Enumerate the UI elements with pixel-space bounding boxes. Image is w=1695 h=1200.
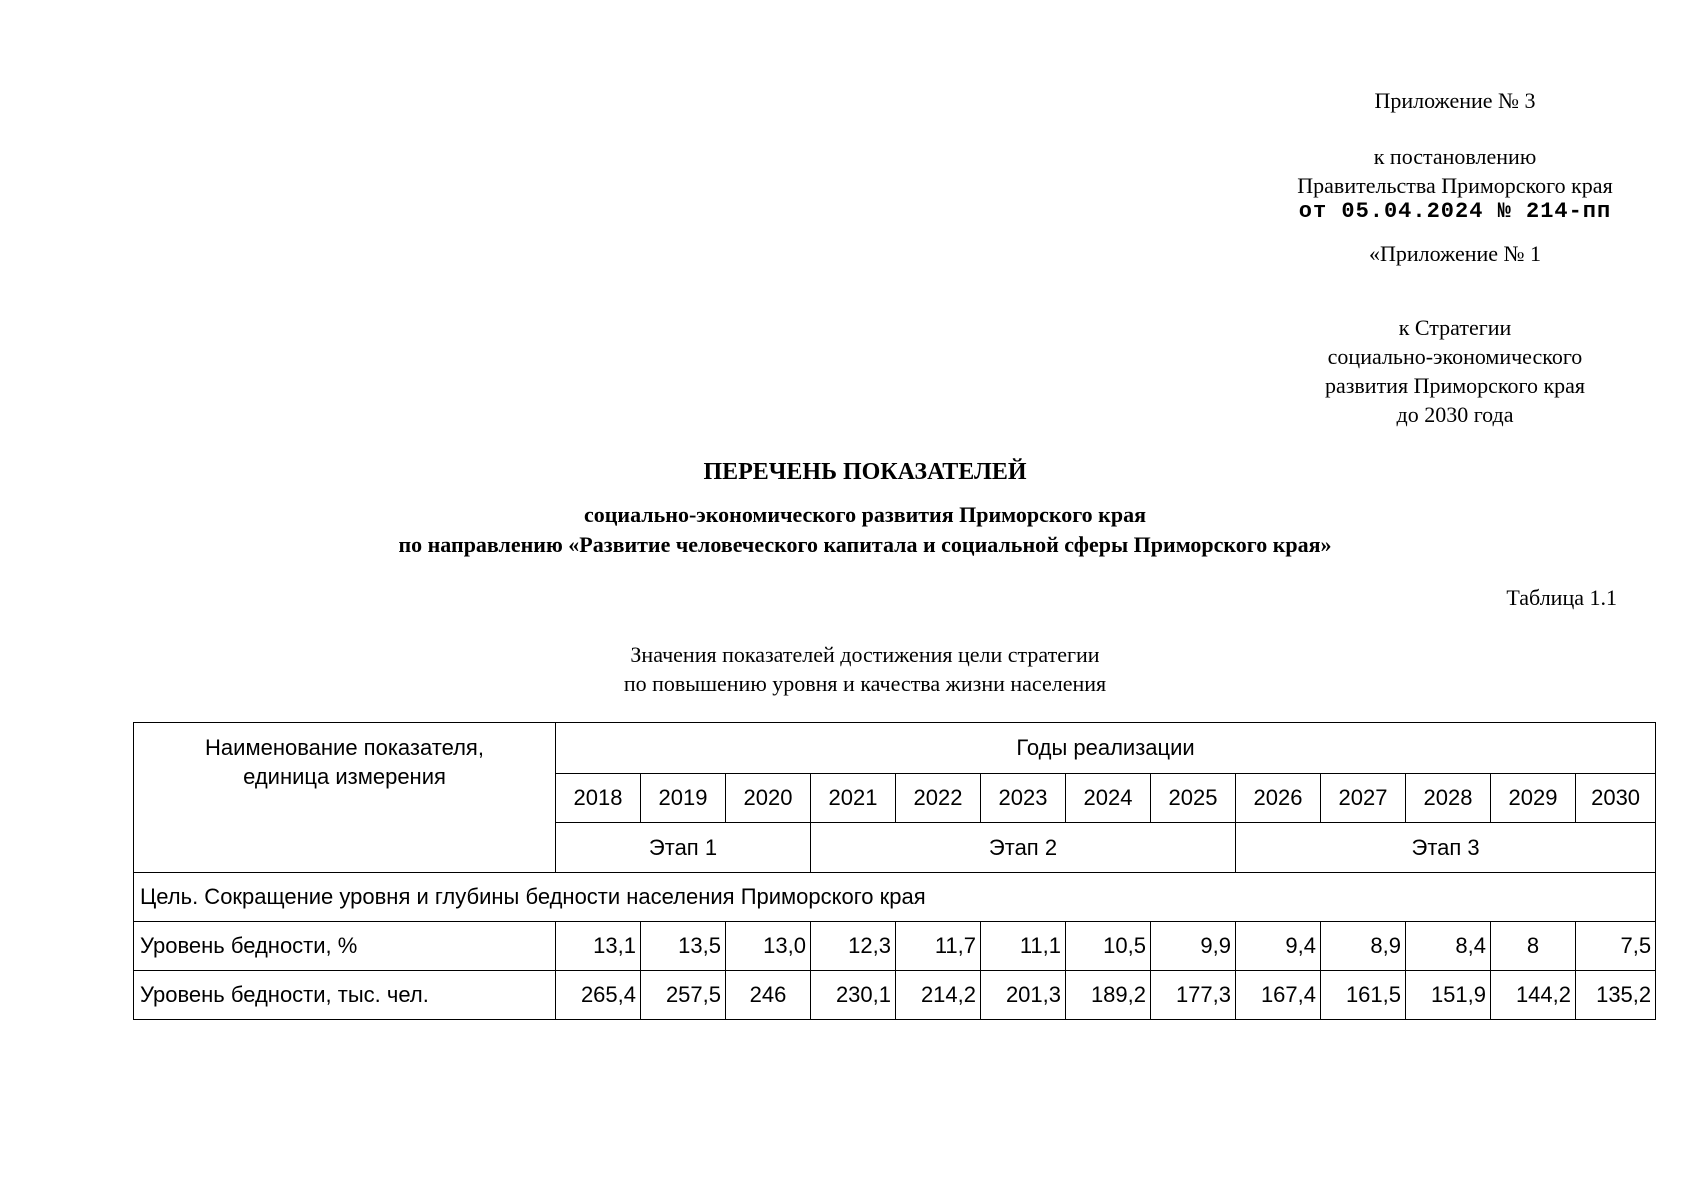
year-cell: 2030 (1576, 774, 1656, 823)
value-cell: 7,5 (1576, 922, 1656, 971)
table-row (134, 971, 1656, 1020)
value-cell: 8,4 (1406, 922, 1491, 971)
government-line: Правительства Приморского края (1297, 173, 1613, 198)
table-row (134, 922, 1656, 971)
value-cell: 8,9 (1321, 922, 1406, 971)
year-cell: 2020 (726, 774, 811, 823)
resolution-reference (1200, 142, 1695, 200)
caption-line-2: по повышению уровня и качества жизни населения (623, 671, 1107, 696)
table-number: Таблица 1.1 (1506, 585, 1617, 610)
indicator-name: Уровень бедности, % (134, 922, 556, 971)
year-cell: 2025 (1151, 774, 1236, 823)
value-cell: 13,5 (641, 922, 726, 971)
year-cell: 2029 (1491, 774, 1576, 823)
subtitle-line-2: по направлению «Развитие человеческого капитала и социальной сферы Приморского края» (398, 532, 1332, 557)
value-cell: 230,1 (811, 971, 896, 1020)
value-cell: 12,3 (811, 922, 896, 971)
indicator-name-header-line-2: единица измерения (243, 764, 446, 789)
strategy-reference (1200, 313, 1695, 429)
strategy-line: к Стратегии (1398, 315, 1512, 340)
value-cell: 201,3 (981, 971, 1066, 1020)
value-cell: 9,4 (1236, 922, 1321, 971)
year-cell: 2026 (1236, 774, 1321, 823)
year-cell: 2021 (811, 774, 896, 823)
indicator-name-header (134, 723, 556, 873)
value-cell: 161,5 (1321, 971, 1406, 1020)
value-cell: 13,1 (556, 922, 641, 971)
value-cell: 214,2 (896, 971, 981, 1020)
strategy-subject-line: социально-экономического (1327, 344, 1583, 369)
value-cell: 135,2 (1576, 971, 1656, 1020)
year-cell: 2027 (1321, 774, 1406, 823)
value-cell: 13,0 (726, 922, 811, 971)
value-cell: 11,1 (981, 922, 1066, 971)
years-header: Годы реализации (556, 723, 1656, 774)
value-cell: 151,9 (1406, 971, 1491, 1020)
year-cell: 2028 (1406, 774, 1491, 823)
resolution-line: к постановлению (1373, 144, 1537, 169)
table-caption (0, 640, 1695, 698)
stage-3-cell: Этап 3 (1236, 823, 1656, 873)
decree-number-stamp: от 05.04.2024 № 214-пп (1298, 199, 1612, 224)
goal-row (134, 873, 1656, 922)
appendix-number: Приложение № 3 (1374, 88, 1536, 113)
value-cell: 167,4 (1236, 971, 1321, 1020)
strategy-appendix-line: «Приложение № 1 (1368, 241, 1542, 266)
document-title: ПЕРЕЧЕНЬ ПОКАЗАТЕЛЕЙ (703, 459, 1027, 485)
stage-1-cell: Этап 1 (556, 823, 811, 873)
year-cell: 2024 (1066, 774, 1151, 823)
year-cell: 2023 (981, 774, 1066, 823)
indicators-table (133, 722, 1656, 1020)
value-cell: 11,7 (896, 922, 981, 971)
value-cell: 144,2 (1491, 971, 1576, 1020)
strategy-horizon-line: до 2030 года (1396, 402, 1514, 427)
value-cell: 10,5 (1066, 922, 1151, 971)
value-cell: 189,2 (1066, 971, 1151, 1020)
strategy-appendix-number (1200, 239, 1695, 268)
year-cell: 2019 (641, 774, 726, 823)
document-subtitle (0, 500, 1695, 560)
year-cell: 2022 (896, 774, 981, 823)
goal-cell: Цель. Сокращение уровня и глубины бедности населения Приморского края (134, 873, 1656, 922)
appendix-header (1200, 86, 1695, 115)
value-cell: 265,4 (556, 971, 641, 1020)
value-cell: 9,9 (1151, 922, 1236, 971)
caption-line-1: Значения показателей достижения цели стратегии (630, 642, 1100, 667)
stage-2-cell: Этап 2 (811, 823, 1236, 873)
indicator-name-header-line-1: Наименование показателя, (205, 735, 484, 760)
value-cell: 246 (726, 971, 811, 1020)
strategy-region-line: развития Приморского края (1324, 373, 1586, 398)
indicator-name: Уровень бедности, тыс. чел. (134, 971, 556, 1020)
value-cell: 8 (1491, 922, 1576, 971)
year-cell: 2018 (556, 774, 641, 823)
subtitle-line-1: социально-экономического развития Приморского края (583, 502, 1146, 527)
value-cell: 257,5 (641, 971, 726, 1020)
value-cell: 177,3 (1151, 971, 1236, 1020)
header-row (134, 723, 1656, 774)
